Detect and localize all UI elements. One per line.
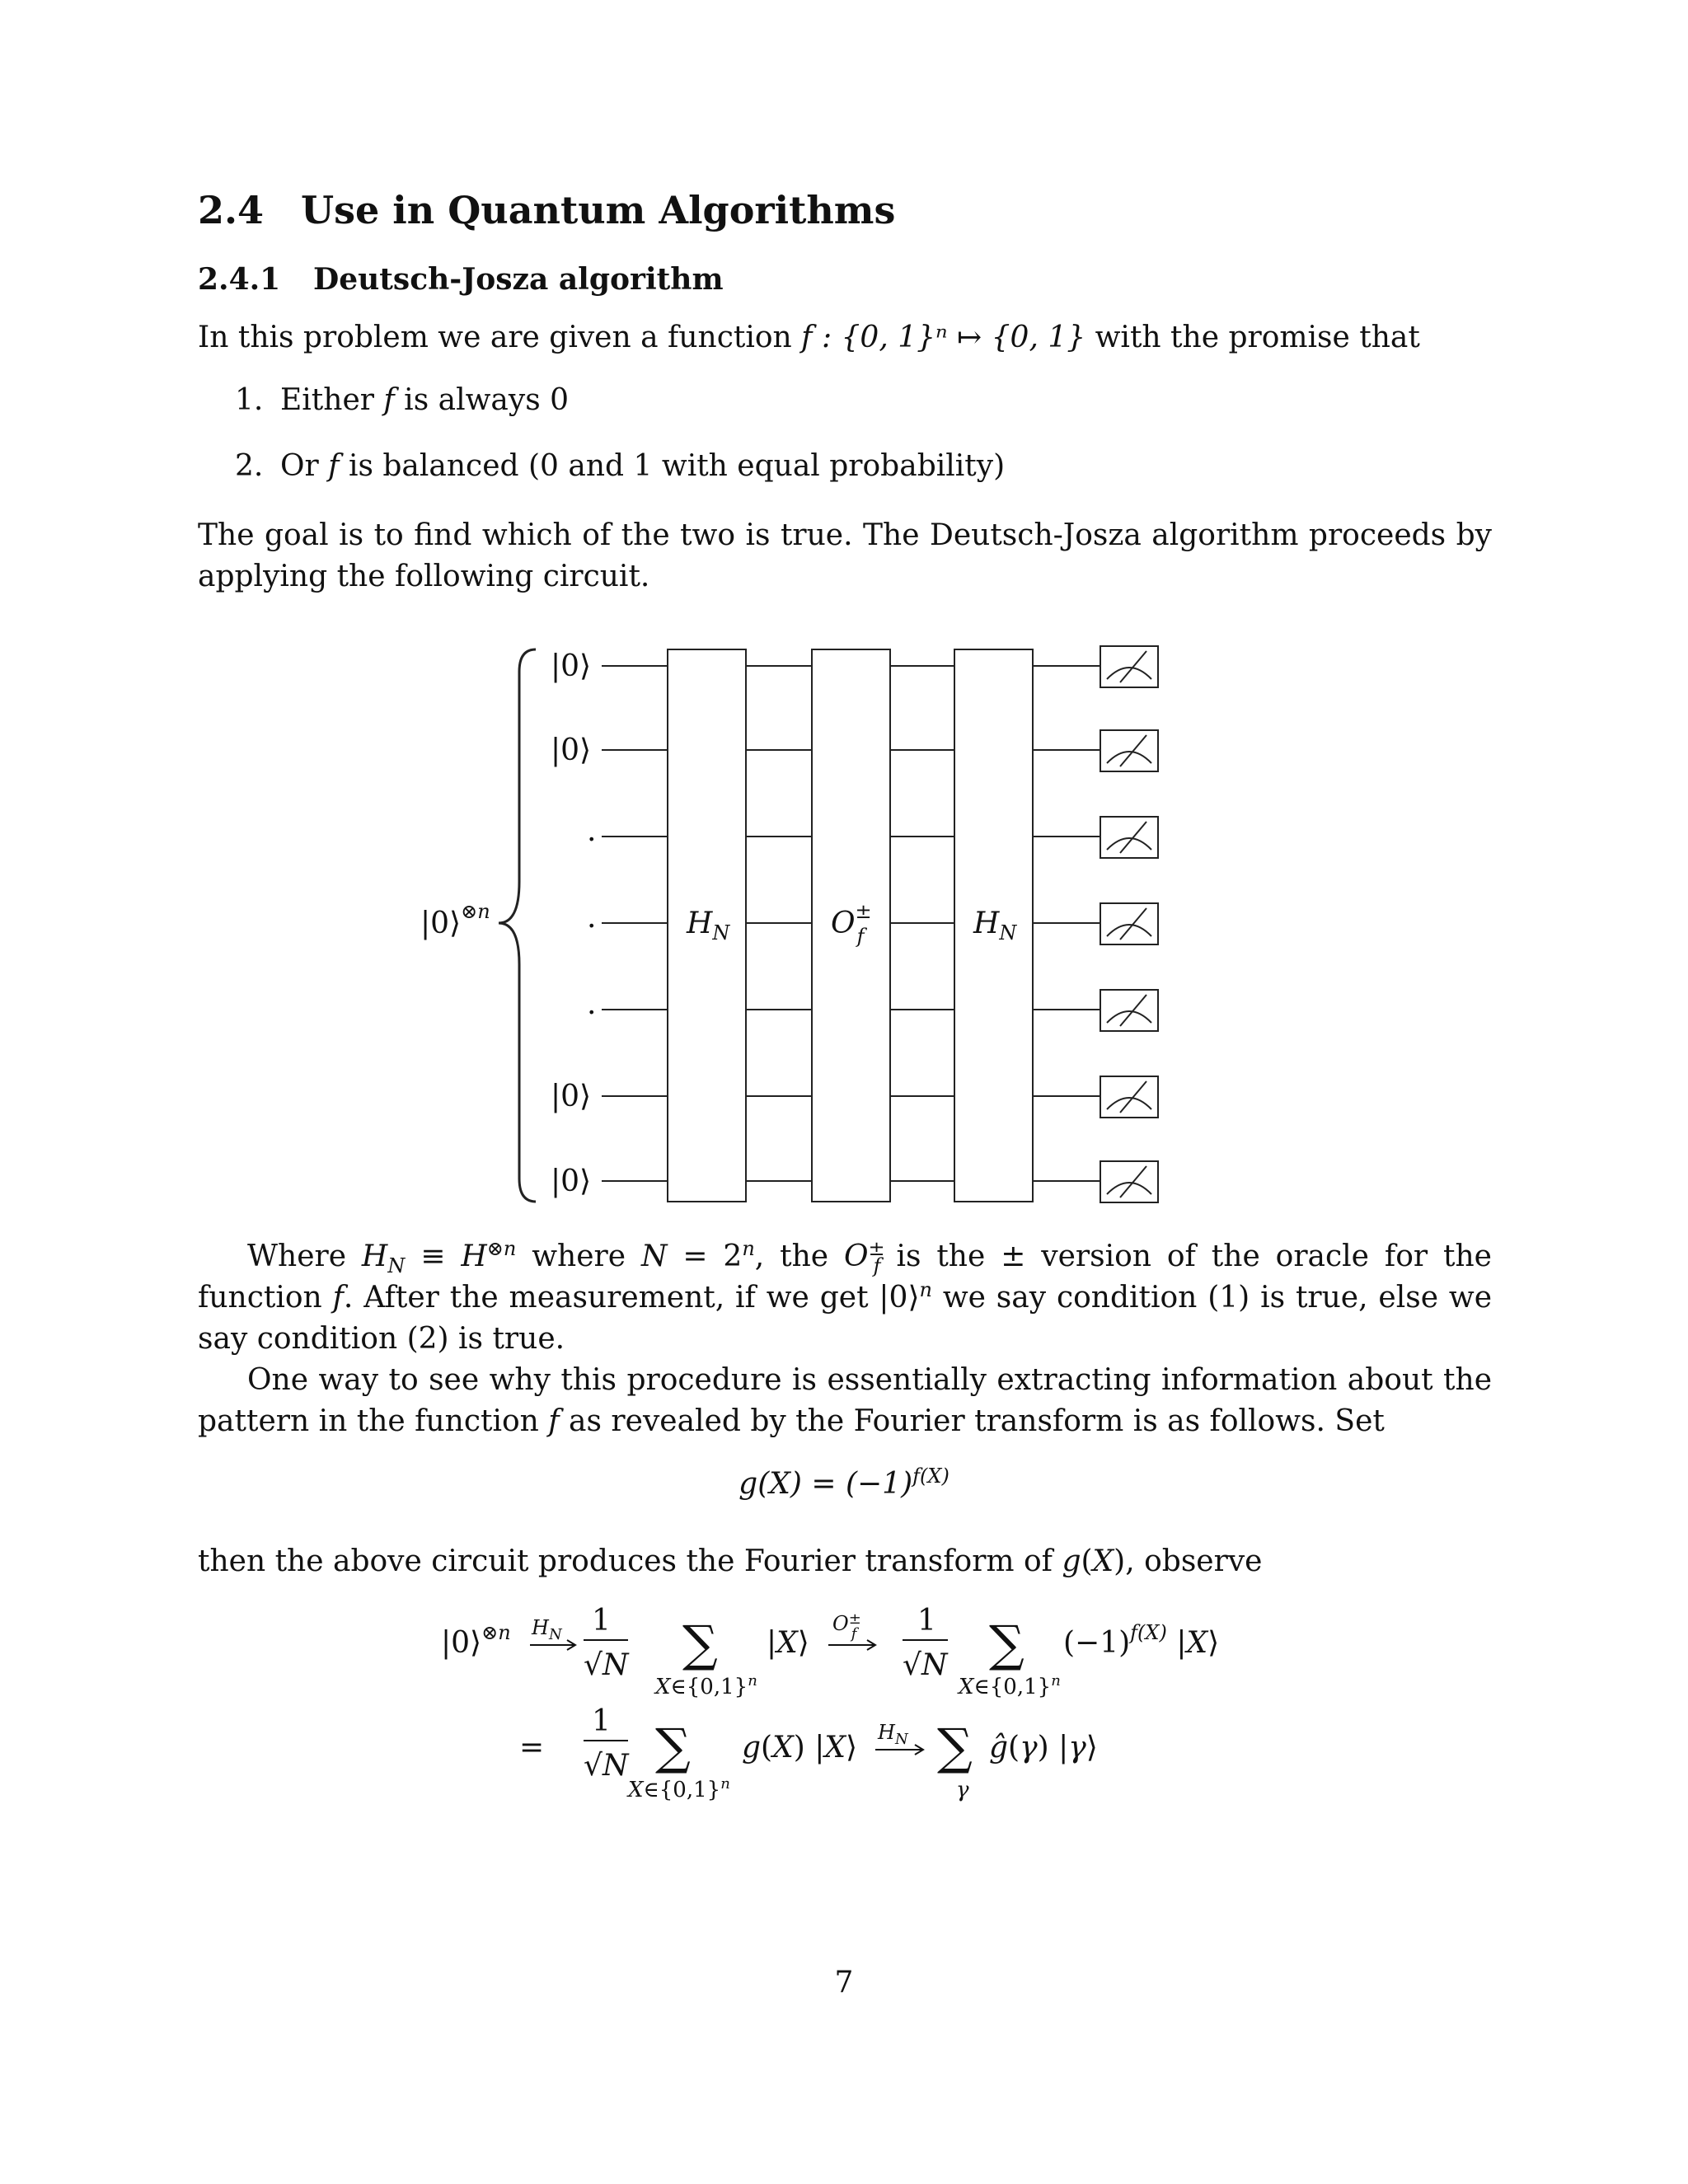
subsection-number: 2.4.1 [198, 262, 281, 297]
svg-text:∑: ∑ [682, 1615, 718, 1673]
qubit-ket: |0⟩ [551, 1080, 592, 1113]
gate-label-hn-2: $H_N$ [973, 907, 1017, 944]
fourier-paragraph: One way to see why this procedure is essentially extracting information about the pattern in the function f as revealed by the Fourier transform is as follows. Set [198, 1363, 1492, 1438]
svg-text:|0⟩⊗n: |0⟩$^{\otimes n}$ [441, 1621, 511, 1660]
meter-icon [1100, 1161, 1158, 1202]
gate-label-hn-1: $H_N$ [687, 907, 730, 944]
svg-text:1: 1 [592, 1604, 611, 1638]
qubit-ket: |0⟩ [551, 649, 592, 683]
ellipsis-dot: . [587, 901, 597, 935]
page-number: 7 [834, 1966, 854, 1999]
svg-text:ĝ(γ) |γ⟩: ĝ(γ) |γ⟩ [989, 1731, 1098, 1765]
svg-text:1: 1 [592, 1704, 611, 1738]
register-brace [499, 649, 536, 1202]
subsection-heading [198, 262, 724, 297]
measurement-meters [1100, 646, 1158, 1202]
list-item: 2. Or f is balanced (0 and 1 with equal probability) [235, 449, 1006, 483]
svg-text:X∈{0,1}n: $X\in\{0,1\}^n$ [628, 1775, 730, 1802]
then-paragraph: then the above circuit produces the Fourier transform of g(X), observe [198, 1544, 1263, 1578]
svg-text:g(X) |X⟩: g(X) |X⟩ [742, 1731, 858, 1765]
meter-icon [1100, 990, 1158, 1031]
svg-text:√N: √N [584, 1648, 629, 1682]
section-heading [198, 188, 895, 232]
svg-text:HN: $H_N$ [878, 1721, 908, 1748]
svg-text:(−1)f(X) |X⟩: $(-1)^{f(X)}$ |X⟩ [1063, 1621, 1220, 1660]
svg-text:γ: γ [956, 1778, 969, 1802]
gate-label-oracle: O± f [831, 900, 872, 948]
ellipsis-dot: . [587, 987, 597, 1021]
svg-text:√N: √N [903, 1648, 948, 1682]
qubit-ket: |0⟩ [551, 1165, 592, 1198]
svg-text:∑: ∑ [655, 1718, 691, 1776]
svg-text:1: 1 [917, 1604, 936, 1638]
section-title: Use in Quantum Algorithms [301, 188, 896, 232]
svg-text:∑: ∑ [989, 1615, 1025, 1673]
where-paragraph: Where $H_N \equiv H^{\otimes n}$ where $N = 2^n$, the $O^\pm_f$ is the ± version of the oracle for the function f. After the measurement, if we get |0⟩$^n$ we say condition (1) is true, else we say condition (2) is true. [198, 1237, 1492, 1356]
svg-text:X∈{0,1}n: $X\in\{0,1\}^n$ [655, 1672, 757, 1699]
intro-paragraph: In this problem we are given a function f : {0, 1}ⁿ ↦ {0, 1} with the promise that [198, 321, 1420, 354]
goal-paragraph: The goal is to find which of the two is true. The Deutsch-Josza algorithm proceeds by applying the following circuit. [198, 518, 1492, 593]
meter-icon [1100, 1076, 1158, 1118]
svg-text:X∈{0,1}n: $X\in\{0,1\}^n$ [959, 1672, 1061, 1699]
register-label: |0⟩$^{\otimes n}$ [420, 900, 490, 940]
svg-text:O±f: O± f [832, 1610, 861, 1643]
intro-math: f : {0, 1}ⁿ ↦ {0, 1} [801, 321, 1086, 354]
meter-icon [1100, 730, 1158, 771]
list-item: 1. Either f is always 0 [235, 383, 570, 417]
svg-text:=: = [519, 1731, 545, 1765]
fourier-derivation [0, 1599, 1688, 1813]
svg-text:HN: $H_N$ [532, 1616, 562, 1643]
svg-text:∑: ∑ [937, 1718, 973, 1776]
deutsch-josza-circuit [0, 635, 1688, 1212]
subsection-title: Deutsch-Josza algorithm [313, 262, 724, 297]
svg-text:|X⟩: |X⟩ [767, 1626, 809, 1660]
equation-g: $g(X) = (-1)^{f(X)}$ [738, 1465, 950, 1501]
svg-text:√N: √N [584, 1749, 629, 1783]
section-number: 2.4 [198, 188, 265, 232]
meter-icon [1100, 903, 1158, 944]
meter-icon [1100, 646, 1158, 687]
ellipsis-dot: . [587, 814, 597, 848]
meter-icon [1100, 817, 1158, 858]
qubit-ket: |0⟩ [551, 733, 592, 767]
